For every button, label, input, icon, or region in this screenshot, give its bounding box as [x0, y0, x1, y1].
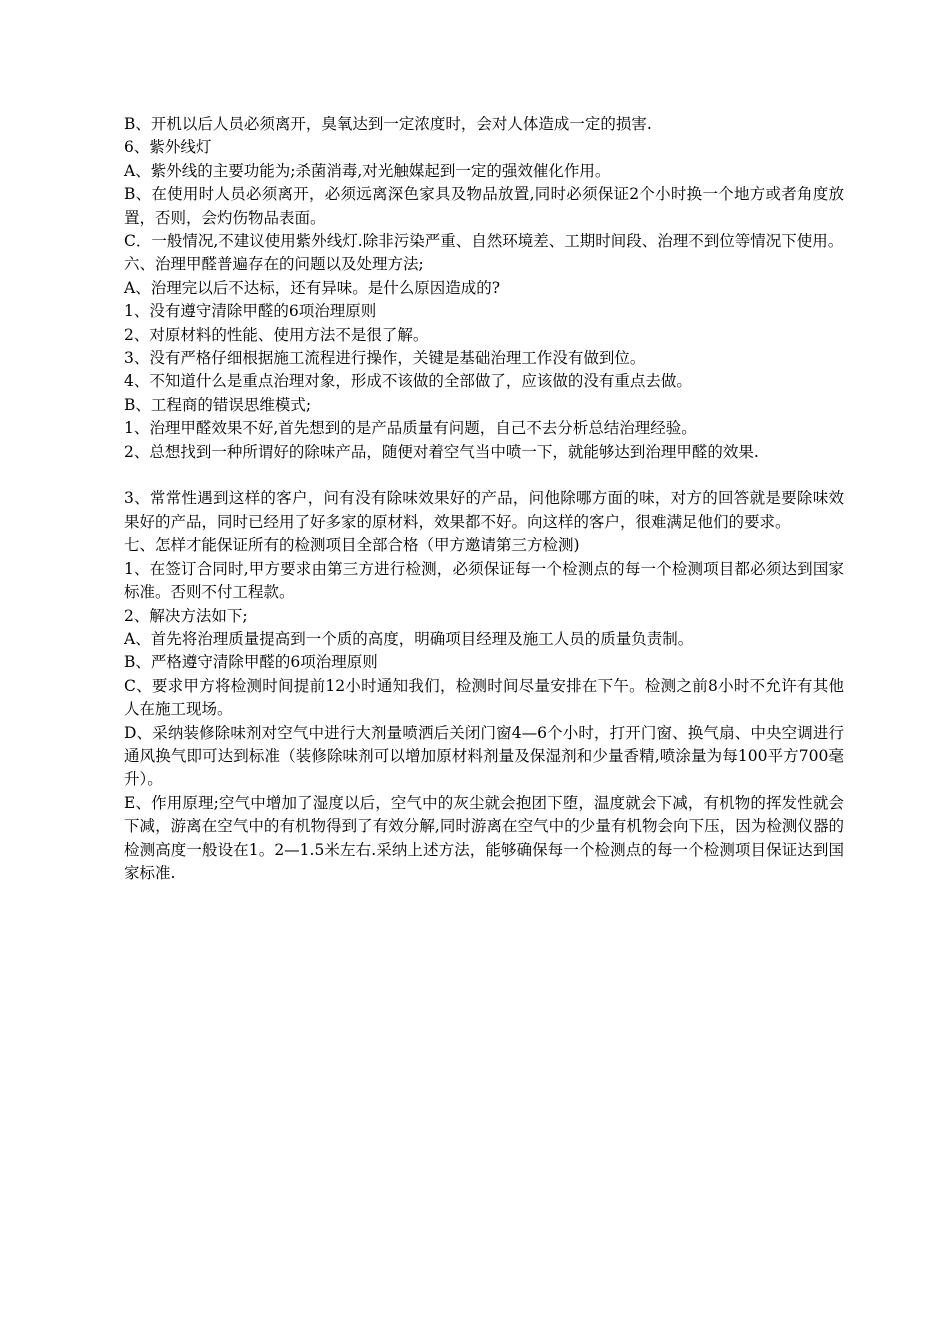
heading-uv-lamp: 6、紫外线灯 [124, 138, 212, 157]
paragraph-six-b-1: 1、治理甲醛效果不好,首先想到的是产品质量有问题，自己不去分析总结治理经验。 [124, 419, 697, 438]
heading-section-seven: 七、怎样才能保证所有的检测项目全部合格（甲方邀请第三方检测) [124, 536, 580, 555]
paragraph-six-a-4: 4、不知道什么是重点治理对象，形成不该做的全部做了，应该做的没有重点去做。 [124, 372, 692, 391]
paragraph-seven-2-b: B、严格遵守清除甲醛的6项治理原则 [124, 653, 378, 672]
paragraph-uv-b: B、在使用时人员必须离开，必须远离深色家具及物品放置,同时必须保证2个小时换一个地方或者角度放置，否则，会灼伤物品表面。 [124, 185, 844, 227]
paragraph-six-a-2: 2、对原材料的性能、使用方法不是很了解。 [124, 325, 429, 344]
paragraph-six-b: B、工程商的错误思维模式; [124, 395, 312, 414]
paragraph-uv-c: C．一般情况,不建议使用紫外线灯.除非污染严重、自然环境差、工期时间段、治理不到位等情况下使用。 [124, 232, 844, 251]
paragraph-seven-1: 1、在签订合同时,甲方要求由第三方进行检测，必须保证每一个检测点的每一个检测项目都必须达到国家标准。否则不付工程款。 [124, 559, 844, 602]
paragraph-six-a-1: 1、没有遵守清除甲醛的6项治理原则 [124, 302, 377, 321]
paragraph-six-a: A、治理完以后不达标，还有异味。是什么原因造成的? [124, 278, 501, 297]
paragraph-six-b-2: 2、总想找到一种所谓好的除味产品，随便对着空气当中喷一下，就能够达到治理甲醛的效果. [124, 442, 759, 461]
paragraph-seven-2-c: C、要求甲方将检测时间提前12小时通知我们，检测时间尽量安排在下午。检测之前8小时不允许有其他人在施工现场。 [124, 676, 844, 719]
paragraph-six-a-3: 3、没有严格仔细根据施工流程进行操作，关键是基础治理工作没有做到位。 [124, 349, 646, 368]
paragraph-six-b-3: 3、常常性遇到这样的客户，问有没有除味效果好的产品，问他除哪方面的味，对方的回答就是要除味效果好的产品，同时已经用了好多家的原材料，效果都不好。向这样的客户，很难满足他们的要求。 [124, 489, 844, 531]
paragraph-seven-2: 2、解决方法如下; [124, 606, 248, 625]
paragraph-seven-2-e: E、作用原理;空气中增加了湿度以后，空气中的灰尘就会抱团下堕，温度就会下减，有机物的挥发性就会下减，游离在空气中的有机物得到了有效分解,同时游离在空气中的少量有机物会向下压，因为检测仪器的检测高度一般设在1。2—1.5米左右.采纳上述方法，能够确保每一个检测点的每一个检测项目保证达到国家标准. [124, 793, 844, 882]
blank-line [124, 464, 844, 487]
heading-section-six: 六、治理甲醛普遍存在的问题以及处理方法; [124, 255, 424, 274]
paragraph-b-ozone: B、开机以后人员必须离开，臭氧达到一定浓度时，会对人体造成一定的损害. [124, 115, 652, 133]
paragraph-seven-2-d: D、采纳装修除味剂对空气中进行大剂量喷洒后关闭门窗4—6个小时，打开门窗、换气扇、中央空调进行通风换气即可达到标准（装修除味剂可以增加原材料剂量及保湿剂和少量香精,喷涂量为每100平方700毫升）。 [124, 723, 844, 789]
document-body [124, 113, 844, 885]
paragraph-uv-a: A、紫外线的主要功能为;杀菌消毒,对光触媒起到一定的强效催化作用。 [124, 161, 611, 180]
paragraph-seven-2-a: A、首先将治理质量提高到一个质的高度，明确项目经理及施工人员的质量负责制。 [124, 629, 694, 648]
